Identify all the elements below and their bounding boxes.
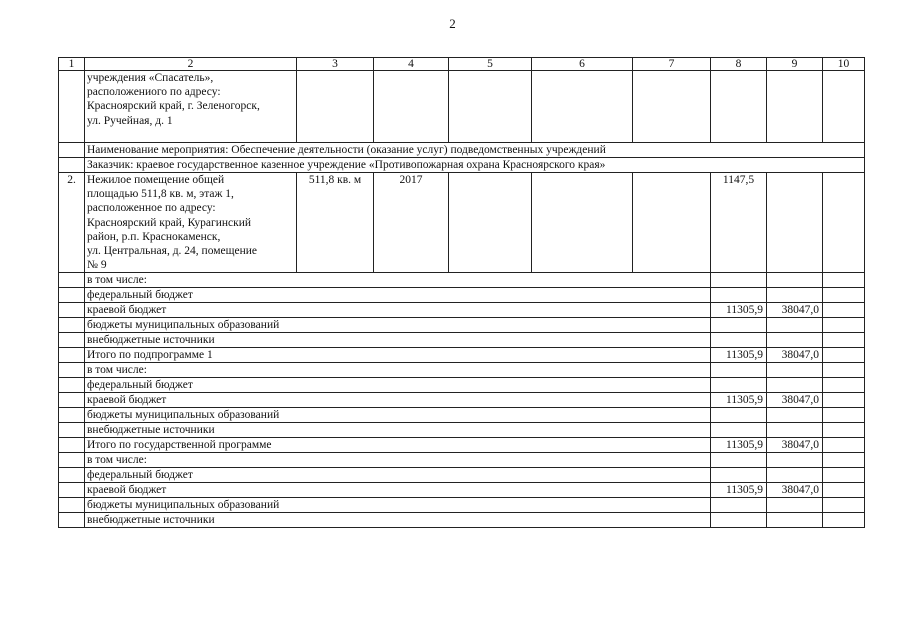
desc-line: учреждения «Спасатель», — [87, 72, 214, 84]
col10-value-cell — [823, 453, 865, 468]
budget-label-cell: внебюджетные источники — [85, 423, 711, 438]
row-number-cell — [59, 303, 85, 318]
header-cell: 9 — [767, 58, 823, 71]
col10-value-cell — [823, 273, 865, 288]
budget-row — [59, 288, 865, 303]
col10-value-cell — [823, 378, 865, 393]
customer-row — [59, 158, 865, 173]
row-number-cell — [59, 333, 85, 348]
row-number-cell — [59, 408, 85, 423]
col10-value-cell — [823, 513, 865, 528]
header-cell: 3 — [297, 58, 374, 71]
budget-label-cell: бюджеты муниципальных образований — [85, 498, 711, 513]
col8-value-cell — [711, 363, 767, 378]
budget-label-cell: краевой бюджет — [85, 483, 711, 498]
row-number-cell — [59, 453, 85, 468]
col9-value-cell — [767, 498, 823, 513]
header-cell: 1 — [59, 58, 85, 71]
budget-label-cell: федеральный бюджет — [85, 288, 711, 303]
budget-row — [59, 333, 865, 348]
row-number-cell — [59, 273, 85, 288]
budget-label-cell: бюджеты муниципальных образований — [85, 408, 711, 423]
col9-value-cell — [767, 333, 823, 348]
empty-cell — [449, 71, 532, 143]
header-cell: 4 — [374, 58, 449, 71]
header-cell: 10 — [823, 58, 865, 71]
col9-value-cell — [767, 423, 823, 438]
budget-row — [59, 363, 865, 378]
col10-value-cell — [823, 468, 865, 483]
object-description-cell — [85, 173, 297, 273]
empty-cell — [633, 173, 711, 273]
col8-value-cell: 11305,9 — [711, 348, 767, 363]
row-number-cell — [59, 498, 85, 513]
budget-row — [59, 408, 865, 423]
row-number-cell — [59, 393, 85, 408]
col10-value-cell — [823, 333, 865, 348]
budget-table — [58, 57, 865, 528]
budget-label-cell: Итого по подпрограмме 1 — [85, 348, 711, 363]
area-cell: 511,8 кв. м — [297, 173, 374, 273]
col10-value-cell — [823, 318, 865, 333]
col9-value-cell — [767, 378, 823, 393]
col8-value-cell: 11305,9 — [711, 438, 767, 453]
col8-value-cell: 1147,5 — [711, 173, 767, 273]
col10-value-cell — [823, 348, 865, 363]
budget-row — [59, 438, 865, 453]
object-description-cell — [85, 71, 297, 143]
col10-value-cell — [823, 393, 865, 408]
col10-value-cell — [823, 423, 865, 438]
budget-label-cell: федеральный бюджет — [85, 468, 711, 483]
row-number-cell: 2. — [59, 173, 85, 273]
empty-cell — [449, 173, 532, 273]
col8-value-cell — [711, 273, 767, 288]
col9-value-cell: 38047,0 — [767, 393, 823, 408]
page-number: 2 — [449, 16, 456, 31]
col10-value-cell — [823, 498, 865, 513]
desc-line: площадью 511,8 кв. м, этаж 1, — [87, 188, 234, 201]
budget-row — [59, 498, 865, 513]
desc-line: ул. Ручейная, д. 1 — [87, 114, 173, 127]
budget-row — [59, 318, 865, 333]
measure-name-row — [59, 143, 865, 158]
customer-cell: Заказчик: краевое государственное казенное учреждение «Противопожарная охрана Красноярского края» — [85, 158, 865, 173]
row-number-cell — [59, 513, 85, 528]
row-number-cell — [59, 363, 85, 378]
budget-label-cell: бюджеты муниципальных образований — [85, 318, 711, 333]
empty-cell — [711, 71, 767, 143]
measure-name-cell: Наименование мероприятия: Обеспечение деятельности (оказание услуг) подведомственных учреждений — [85, 143, 865, 158]
empty-cell — [767, 71, 823, 143]
col9-value-cell: 38047,0 — [767, 348, 823, 363]
header-row — [59, 58, 865, 71]
budget-row — [59, 468, 865, 483]
col8-value-cell: 11305,9 — [711, 483, 767, 498]
budget-row — [59, 393, 865, 408]
budget-row — [59, 513, 865, 528]
header-cell: 2 — [85, 58, 297, 71]
col9-value-cell — [767, 318, 823, 333]
budget-row — [59, 273, 865, 288]
col10-value-cell — [823, 303, 865, 318]
col8-value-cell — [711, 318, 767, 333]
budget-row — [59, 303, 865, 318]
col8-value-cell — [711, 453, 767, 468]
budget-label-cell: внебюджетные источники — [85, 513, 711, 528]
col8-value-cell — [711, 378, 767, 393]
col8-value-cell — [711, 423, 767, 438]
col9-value-cell: 38047,0 — [767, 483, 823, 498]
desc-line: Красноярский край, г. Зеленогорск, — [87, 100, 260, 113]
desc-line: Нежилое помещение общей — [87, 174, 225, 186]
col9-value-cell — [767, 273, 823, 288]
col10-value-cell — [823, 408, 865, 423]
empty-cell — [297, 71, 374, 143]
col9-value-cell — [767, 363, 823, 378]
budget-label-cell: Итого по государственной программе — [85, 438, 711, 453]
col9-value-cell — [767, 513, 823, 528]
header-cell: 6 — [532, 58, 633, 71]
row-number-cell — [59, 378, 85, 393]
budget-label-cell: в том числе: — [85, 273, 711, 288]
budget-label-cell: внебюджетные источники — [85, 333, 711, 348]
budget-row — [59, 348, 865, 363]
budget-row — [59, 378, 865, 393]
row-number-cell — [59, 288, 85, 303]
col8-value-cell — [711, 333, 767, 348]
header-cell: 8 — [711, 58, 767, 71]
row-number-cell — [59, 483, 85, 498]
desc-line: ул. Центральная, д. 24, помещение — [87, 245, 257, 258]
empty-cell — [633, 71, 711, 143]
empty-cell — [767, 173, 823, 273]
col8-value-cell — [711, 288, 767, 303]
empty-cell — [532, 173, 633, 273]
header-cell: 7 — [633, 58, 711, 71]
empty-cell — [823, 173, 865, 273]
col8-value-cell — [711, 408, 767, 423]
budget-row — [59, 453, 865, 468]
row-number-cell — [59, 318, 85, 333]
row-number-cell — [59, 348, 85, 363]
row-number-cell — [59, 438, 85, 453]
col8-value-cell — [711, 468, 767, 483]
col10-value-cell — [823, 483, 865, 498]
col9-value-cell — [767, 468, 823, 483]
budget-label-cell: в том числе: — [85, 453, 711, 468]
row-number-cell — [59, 158, 85, 173]
col8-value-cell: 11305,9 — [711, 303, 767, 318]
col9-value-cell: 38047,0 — [767, 303, 823, 318]
col10-value-cell — [823, 288, 865, 303]
header-cell: 5 — [449, 58, 532, 71]
empty-cell — [374, 71, 449, 143]
row-number-cell — [59, 143, 85, 158]
budget-label-cell: краевой бюджет — [85, 393, 711, 408]
desc-line: № 9 — [87, 259, 107, 272]
col9-value-cell — [767, 288, 823, 303]
empty-cell — [823, 71, 865, 143]
budget-row — [59, 423, 865, 438]
empty-cell — [532, 71, 633, 143]
col10-value-cell — [823, 438, 865, 453]
row-number-cell — [59, 423, 85, 438]
object-row-2 — [59, 173, 865, 273]
year-cell: 2017 — [374, 173, 449, 273]
col9-value-cell — [767, 408, 823, 423]
budget-label-cell: в том числе: — [85, 363, 711, 378]
desc-line: Красноярский край, Курагинский — [87, 216, 252, 229]
col9-value-cell: 38047,0 — [767, 438, 823, 453]
object-row-1 — [59, 71, 865, 143]
desc-line: расположенное по адресу: — [87, 202, 216, 215]
col8-value-cell — [711, 513, 767, 528]
col8-value-cell — [711, 498, 767, 513]
desc-line: район, р.п. Краснокаменск, — [87, 230, 221, 243]
col10-value-cell — [823, 363, 865, 378]
budget-row — [59, 483, 865, 498]
desc-line: расположениого по адресу: — [87, 86, 221, 99]
col9-value-cell — [767, 453, 823, 468]
row-number-cell — [59, 468, 85, 483]
col8-value-cell: 11305,9 — [711, 393, 767, 408]
budget-label-cell: федеральный бюджет — [85, 378, 711, 393]
budget-label-cell: краевой бюджет — [85, 303, 711, 318]
row-number-cell — [59, 71, 85, 143]
